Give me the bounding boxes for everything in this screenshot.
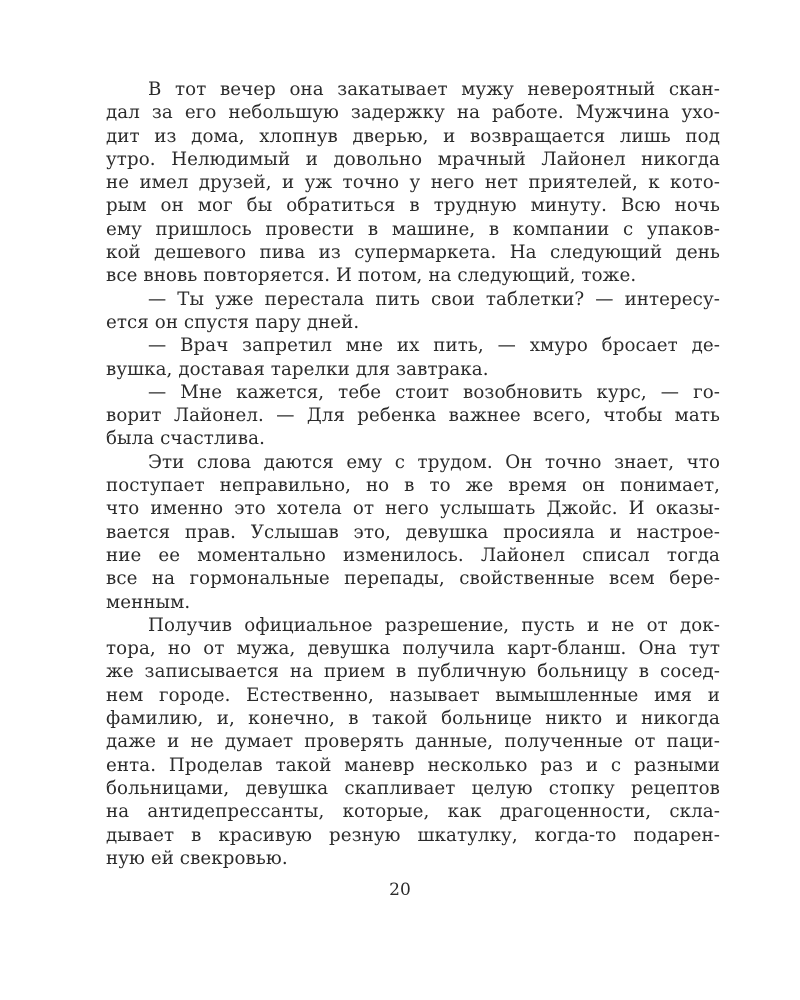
text-line: Получив официальное разрешение, пусть и не от док- [148,614,720,636]
text-line: менным. [106,591,191,613]
text-line: — Мне кажется, тебе стоит возобновить курс, — го- [148,381,720,403]
text-line: В тот вечер она закатывает мужу невероятный скан- [148,79,720,100]
text-line: все вновь повторяется. И потом, на следующий, тоже. [106,265,637,287]
paragraph [106,78,720,288]
text-line: все на гормональные перепады, свойственные всем бере- [106,568,720,590]
text-line: — Врач запретил мне их пить, — хмуро бросает де- [148,335,720,357]
paragraph [106,334,720,381]
text-line: ему пришлось провести в машине, в компании с упаков- [106,218,720,240]
text-line: ворит Лайонел. — Для ребенка важнее всего, чтобы мать [106,405,720,427]
text-line: же записывается на прием в публичную больницу в сосед- [106,661,720,683]
text-line: нем городе. Естественно, называет вымышленные имя и [106,684,720,706]
paragraph [106,614,720,870]
text-line: дит из дома, хлопнув дверью, и возвращается лишь под [106,125,720,147]
text-line: рым он мог бы обратиться в трудную минуту. Всю ночь [106,195,720,217]
text-line: даже и не думает проверять данные, полученные от паци- [106,731,720,753]
text-line: фамилию, и, конечно, в такой больнице никто и никогда [106,708,720,730]
text-line: не имел друзей, и уж точно у него нет приятелей, к кото- [106,172,720,194]
page-body [106,78,720,870]
text-line: вается прав. Услышав это, девушка просияла и настрое- [106,521,720,543]
text-line: кой дешевого пива из супермаркета. На следующий день [106,242,720,264]
text-line: что именно это хотела от него услышать Джойс. И оказы- [106,498,720,520]
text-line: поступает неправильно, но в то же время он понимает, [106,475,720,497]
text-line: на антидепрессанты, которые, как драгоценности, скла- [106,801,720,823]
text-line: ную ей свекровью. [106,847,288,869]
text-line: дывает в красивую резную шкатулку, когда-то подарен- [106,824,720,846]
paragraph [106,451,720,614]
paragraph [106,288,720,335]
text-line: вушка, доставая тарелки для завтрака. [106,358,489,380]
text-line: дал за его небольшую задержку на работе. Мужчина ухо- [106,102,720,124]
paragraph [106,381,720,451]
text-line: больницами, девушка скапливает целую стопку рецептов [106,777,720,799]
text-line: — Ты уже перестала пить свои таблетки? — интересу- [148,288,720,310]
text-line: была счастлива. [106,428,265,450]
text-line: Эти слова даются ему с трудом. Он точно знает, что [148,451,720,473]
text-line: тора, но от мужа, девушка получила карт-бланш. Она тут [106,638,720,660]
text-line: ента. Проделав такой маневр несколько раз и с разными [106,754,720,776]
page-number: 20 [389,880,411,900]
text-line: утро. Нелюдимый и довольно мрачный Лайонел никогда [106,148,720,170]
text-line: ется он спустя пару дней. [106,311,360,333]
text-line: ние ее моментально изменилось. Лайонел списал тогда [106,544,720,566]
